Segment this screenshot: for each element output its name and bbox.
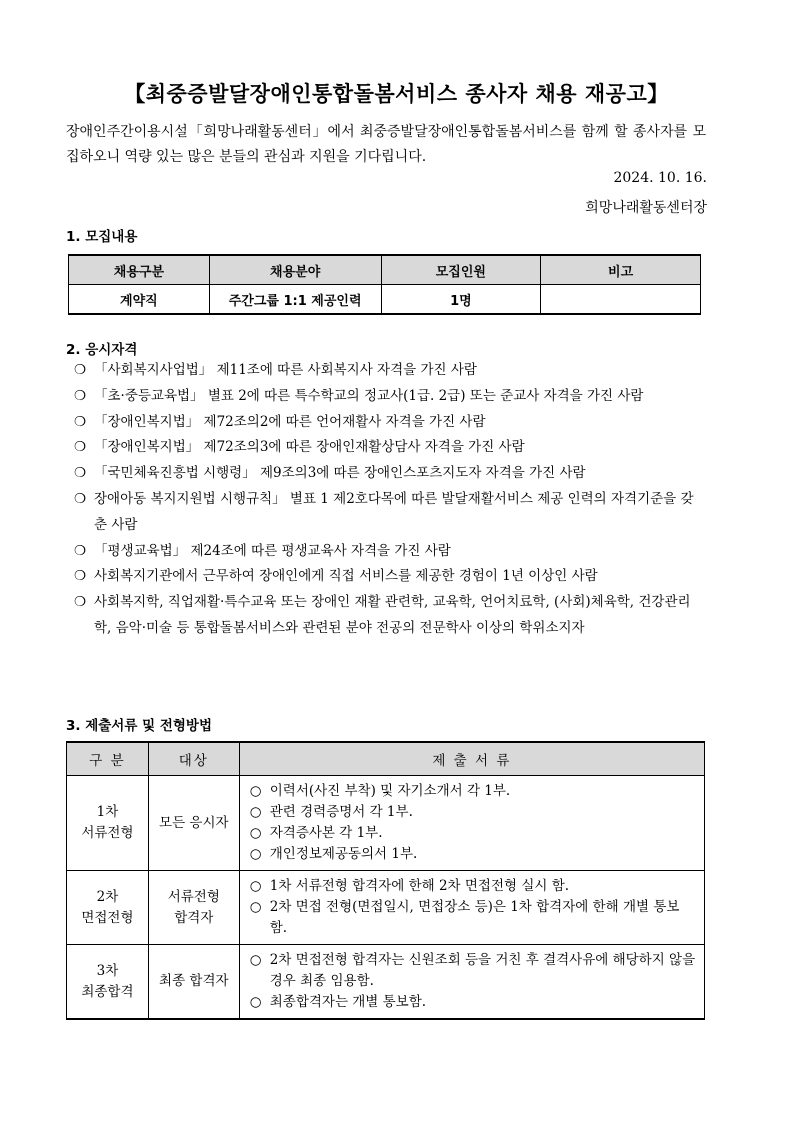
section-heading-recruitment: 1. 모집내용 bbox=[66, 229, 138, 245]
bullet-icon: ❍ bbox=[74, 413, 87, 430]
list-item: ❍ 사회복지기관에서 근무하여 장애인에게 직접 서비스를 제공한 경험이 1년 이상인 사람 bbox=[74, 564, 706, 590]
list-item: ❍ 「국민체육진흥법 시행령」 제9조의3에 따른 장애인스포츠지도자 자격을 가진 사람 bbox=[74, 461, 706, 487]
doc-item: ○ 2차 면접전형 합격자는 신원조회 등을 거친 후 결격사유에 해당하지 않을 경우 최종 임용함. bbox=[249, 952, 696, 989]
circle-bullet-icon: ○ bbox=[249, 783, 262, 799]
bullet-icon: ❍ bbox=[74, 594, 87, 611]
header-cell: 비고 bbox=[541, 255, 701, 285]
circle-bullet-icon: ○ bbox=[249, 878, 262, 894]
bullet-icon: ❍ bbox=[74, 387, 87, 404]
screening-table bbox=[66, 741, 705, 1020]
bullet-icon: ❍ bbox=[74, 465, 87, 482]
circle-bullet-icon: ○ bbox=[249, 804, 262, 820]
intro-paragraph: 장애인주간이용시설「희망나래활동센터」에서 최중증발달장애인통합돌봄서비스를 함께 할 종사자를 모집하오니 역량 있는 많은 분들의 관심과 지원을 기다립니다. bbox=[66, 124, 706, 165]
bullet-icon: ❍ bbox=[74, 362, 87, 378]
table-cell: 1명 bbox=[381, 285, 541, 315]
list-item: ❍ 사회복지학, 직업재활·특수교육 또는 장애인 재활 관련학, 교육학, 언어치료학, (사회)체육학, 건강관리학, 음악·미술 등 통합돌봄서비스와 관련된 분야 전공의 전문학사 이상의 학위소지자 bbox=[74, 590, 706, 642]
doc-item: ○ 1차 서류전형 합격자에 한해 2차 면접전형 실시 함. bbox=[250, 876, 696, 897]
doc-item: ○ 최종합격자는 개별 통보함. bbox=[250, 992, 696, 1013]
header-cell: 모집인원 bbox=[381, 255, 541, 285]
table-header-row bbox=[69, 255, 701, 285]
bullet-icon: ❍ bbox=[74, 439, 87, 456]
table-cell: 주간그룹 1:1 제공인력 bbox=[209, 285, 381, 315]
bullet-icon: ❍ bbox=[74, 542, 87, 559]
table-cell bbox=[541, 285, 701, 315]
list-item: ❍ 「초·중등교육법」 별표 2에 따른 특수학교의 정교사(1급. 2급) 또는 준교사 자격을 가진 사람 bbox=[74, 384, 706, 410]
doc-item: ○ 자격증사본 각 1부. bbox=[250, 823, 696, 844]
table-row bbox=[67, 776, 705, 871]
target-cell: 서류전형 합격자 bbox=[148, 871, 239, 945]
table-row bbox=[67, 871, 705, 945]
list-item: ❍ 장애아동 복지지원법 시행규칙」 별표 1 제2호다목에 따른 발달재활서비스 제공 인력의 자격기준을 갖춘 사람 bbox=[74, 487, 706, 539]
docs-cell bbox=[239, 871, 704, 945]
target-cell: 모든 응시자 bbox=[148, 776, 239, 871]
circle-bullet-icon: ○ bbox=[249, 825, 262, 841]
qualification-list bbox=[74, 358, 706, 642]
circle-bullet-icon: ○ bbox=[249, 846, 262, 862]
list-item: ❍ 「장애인복지법」 제72조의2에 따른 언어재활사 자격을 가진 사람 bbox=[74, 410, 706, 436]
section-heading-screening: 3. 제출서류 및 전형방법 bbox=[66, 718, 212, 734]
header-cell: 제 출 서 류 bbox=[239, 742, 704, 776]
circle-bullet-icon: ○ bbox=[249, 994, 262, 1010]
docs-cell bbox=[239, 945, 704, 1020]
page-title: 【최중증발달장애인통합돌봄서비스 종사자 채용 재공고】 bbox=[124, 82, 669, 106]
table-row bbox=[69, 285, 701, 315]
circle-bullet-icon: ○ bbox=[249, 952, 262, 968]
circle-bullet-icon: ○ bbox=[249, 899, 262, 915]
doc-item: ○ 관련 경력증명서 각 1부. bbox=[250, 802, 696, 823]
list-item: ❍ 「장애인복지법」 제72조의3에 따른 장애인재활상담사 자격을 가진 사람 bbox=[74, 435, 706, 461]
stage-cell: 3차 최종합격 bbox=[67, 945, 149, 1020]
organization-name: 희망나래활동센터장 bbox=[585, 200, 707, 216]
header-cell: 채용구분 bbox=[69, 255, 210, 285]
table-cell: 계약직 bbox=[69, 285, 210, 315]
doc-item: ○ 개인정보제공동의서 1부. bbox=[250, 844, 696, 865]
bullet-icon: ❍ bbox=[74, 490, 87, 507]
table-row bbox=[67, 945, 705, 1020]
stage-cell: 2차 면접전형 bbox=[67, 871, 149, 945]
stage-cell: 1차 서류전형 bbox=[67, 776, 149, 871]
bullet-icon: ❍ bbox=[74, 568, 87, 585]
docs-cell bbox=[239, 776, 704, 871]
header-cell: 구 분 bbox=[67, 742, 149, 776]
section-heading-qualifications: 2. 응시자격 bbox=[66, 342, 138, 358]
notice-date: 2024. 10. 16. bbox=[613, 170, 707, 186]
target-cell: 최종 합격자 bbox=[148, 945, 239, 1020]
table-header-row bbox=[67, 742, 705, 776]
header-cell: 채용분야 bbox=[209, 255, 381, 285]
list-item: ❍ 「평생교육법」 제24조에 따른 평생교육사 자격을 가진 사람 bbox=[74, 539, 706, 565]
doc-item: ○ 이력서(사진 부착) 및 자기소개서 각 1부. bbox=[250, 781, 696, 802]
list-item: ❍ 「사회복지사업법」 제11조에 따른 사회복지사 자격을 가진 사람 bbox=[74, 358, 706, 384]
recruitment-table bbox=[68, 254, 701, 315]
doc-item: ○ 2차 면접 전형(면접일시, 면접장소 등)은 1차 합격자에 한해 개별 통보함. bbox=[249, 899, 680, 936]
header-cell: 대상 bbox=[148, 742, 239, 776]
